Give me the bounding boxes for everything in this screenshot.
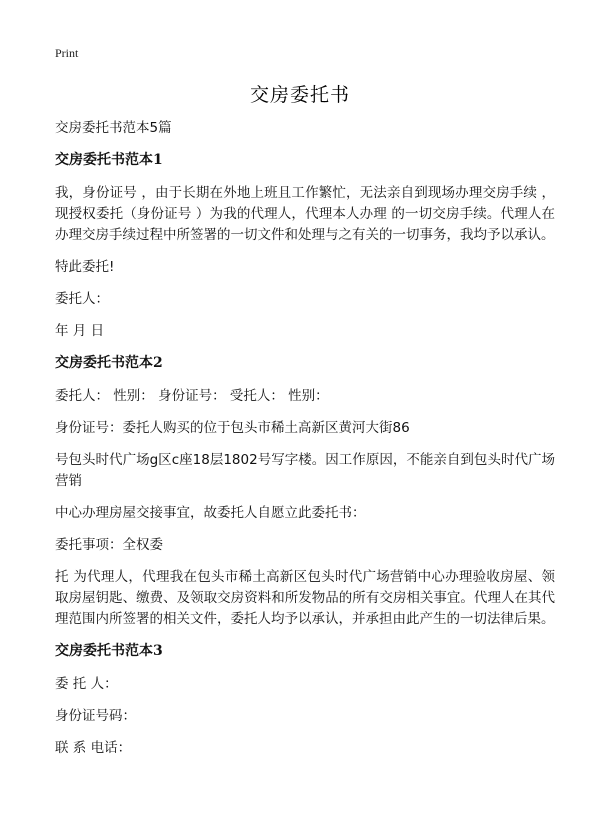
paragraph: 委托人： (55, 291, 109, 307)
section-heading: 交房委托书范本2 (55, 355, 163, 371)
paragraph: 托 为代理人，代理我在包头市稀土高新区包头时代广场营销中心办理验收房屋、领取房屋钥匙、缴费、及领取交房资料和所发物品的所有交房相关事宜。代理人在其代理范围内所签署的相关文件，委托人均予以承认，并承担由此产生的一切法律后果。 (55, 569, 555, 627)
paragraph: 委托人： 性别： 身份证号： 受托人： 性别： (55, 388, 329, 404)
document-title: 交房委托书 (249, 84, 350, 106)
paragraph: 委托事项：全权委 (55, 537, 163, 553)
paragraph: 中心办理房屋交接事宜，故委托人自愿立此委托书： (55, 505, 366, 521)
paragraph: 身份证号：委托人购买的位于包头市稀土高新区黄河大街86 (55, 420, 410, 436)
paragraph: 号包头时代广场g区c座18层1802号写字楼。因工作原因，不能亲自到包头时代广场营销 (55, 452, 555, 489)
section-template-2 (55, 353, 555, 630)
section-heading: 交房委托书范本3 (55, 643, 163, 659)
paragraph: 委 托 人： (55, 676, 118, 692)
paragraph: 年 月 日 (55, 323, 105, 339)
document-body (55, 118, 555, 770)
section-template-1 (55, 150, 555, 342)
paragraph: 身份证号码： (55, 708, 136, 724)
section-template-3 (55, 641, 555, 759)
document-subtitle: 交房委托书范本5篇 (55, 120, 172, 136)
paragraph: 特此委托! (55, 259, 115, 275)
paragraph: 联 系 电话： (55, 740, 132, 756)
section-heading: 交房委托书范本1 (55, 152, 163, 168)
paragraph: 我，身份证号 ，由于长期在外地上班且工作繁忙，无法亲自到现场办理交房手续 ，现授权委托（身份证号 ）为我的代理人，代理本人办理 的一切交房手续。代理人在办理交房手续过程中所签署的一切文件和处理与之有关的一切事务，我均予以承认。 (55, 185, 555, 243)
print-label: Print (55, 46, 79, 60)
